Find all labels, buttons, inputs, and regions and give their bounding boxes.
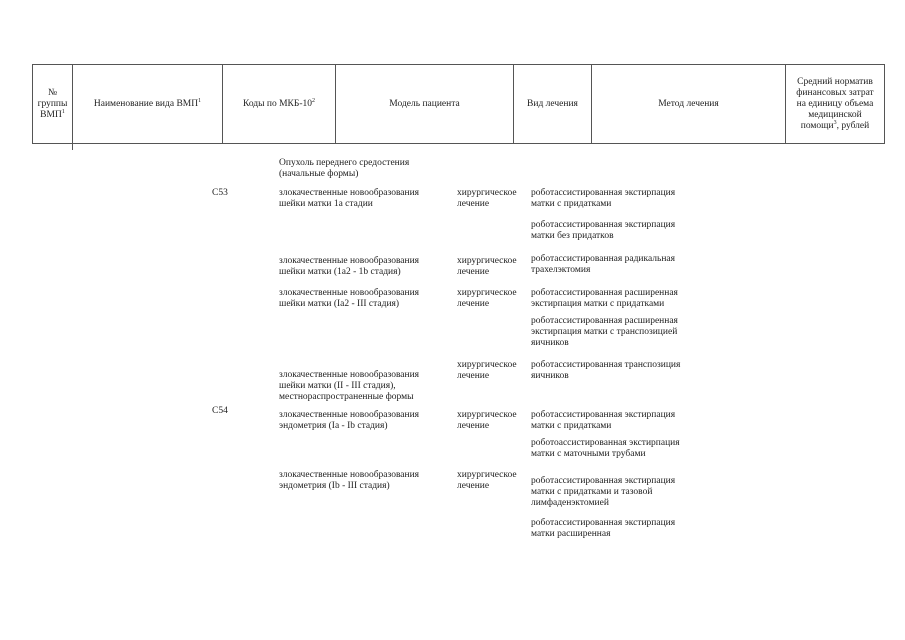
header-icd-codes [223, 65, 336, 143]
patient-model: злокачественные новообразования эндометрия (Ib - III стадия) [279, 470, 420, 492]
header-group-number [33, 65, 73, 143]
header-patient-model [336, 65, 514, 143]
treatment-method: роботассистированная экстирпация матки без придатков [531, 220, 676, 242]
footnote-mark: 1 [61, 108, 65, 115]
patient-model: злокачественные новообразования шейки матки (II - III стадия), местнораспространенные формы [279, 370, 420, 403]
treatment-method: роботоассистированная экстирпация матки с маточными трубами [531, 438, 680, 460]
patient-model: злокачественные новообразования шейки матки (Ia2 - III стадия) [279, 288, 420, 310]
treatment-type: хирургическое лечение [457, 256, 517, 278]
treatment-type: хирургическое лечение [457, 470, 517, 492]
treatment-method: роботассистированная экстирпация матки расширенная [531, 518, 676, 540]
patient-model: злокачественные новообразования эндометрия (Ia - Ib стадия) [279, 410, 420, 432]
footnote-mark: 1 [198, 97, 202, 104]
icd-code-c53: C53 [212, 188, 228, 198]
treatment-type: хирургическое лечение [457, 288, 517, 310]
header-text: Модель пациента [389, 98, 460, 109]
footnote-mark: 2 [312, 97, 316, 104]
treatment-method: роботассистированная радикальная трахелэктомия [531, 254, 676, 276]
header-text: Метод лечения [658, 98, 719, 109]
header-vmp-name [73, 65, 223, 143]
footnote-mark: 3 [833, 119, 837, 126]
header-text: Средний норматив [797, 76, 873, 87]
column-divider [72, 144, 73, 150]
icd-code-c54: C54 [212, 406, 228, 416]
header-text: № [47, 87, 58, 98]
treatment-method: роботассистированная экстирпация матки с придатками [531, 410, 676, 432]
treatment-type: хирургическое лечение [457, 360, 517, 382]
treatment-method: роботассистированная экстирпация матки с придатками [531, 188, 676, 210]
treatment-method: роботассистированная расширенная экстирпация матки с придатками [531, 288, 678, 310]
table-header [32, 64, 885, 144]
header-text: Вид лечения [527, 98, 578, 109]
patient-model: злокачественные новообразования шейки матки (1а2 - 1b стадия) [279, 256, 420, 278]
treatment-method: роботассистированная транспозиция яичников [531, 360, 681, 382]
header-text: Коды по МКБ-$10^2$ [242, 97, 316, 109]
header-text: медицинской [808, 109, 862, 120]
treatment-method: роботассистированная расширенная экстирпация матки с транспозицией яичников [531, 316, 678, 349]
patient-model: Опухоль переднего средостения (начальные формы) [279, 158, 410, 180]
header-text: Наименование вида ВМП$^1$ [93, 97, 202, 109]
header-treatment-method [592, 65, 786, 143]
treatment-type: хирургическое лечение [457, 188, 517, 210]
header-text: ВМП$^1$ [40, 108, 65, 120]
header-text: группы [37, 98, 68, 109]
header-cost-norm [786, 65, 884, 143]
treatment-type: хирургическое лечение [457, 410, 517, 432]
header-text: финансовых затрат [796, 87, 874, 98]
patient-model: злокачественные новообразования шейки матки 1а стадии [279, 188, 420, 210]
header-text: на единицу объема [796, 98, 874, 109]
header-treatment-type [514, 65, 592, 143]
treatment-method: роботассистированная экстирпация матки с придатками и тазовой лимфаденэктомией [531, 476, 676, 509]
header-text: помощи$^3$, рублей [800, 119, 870, 131]
